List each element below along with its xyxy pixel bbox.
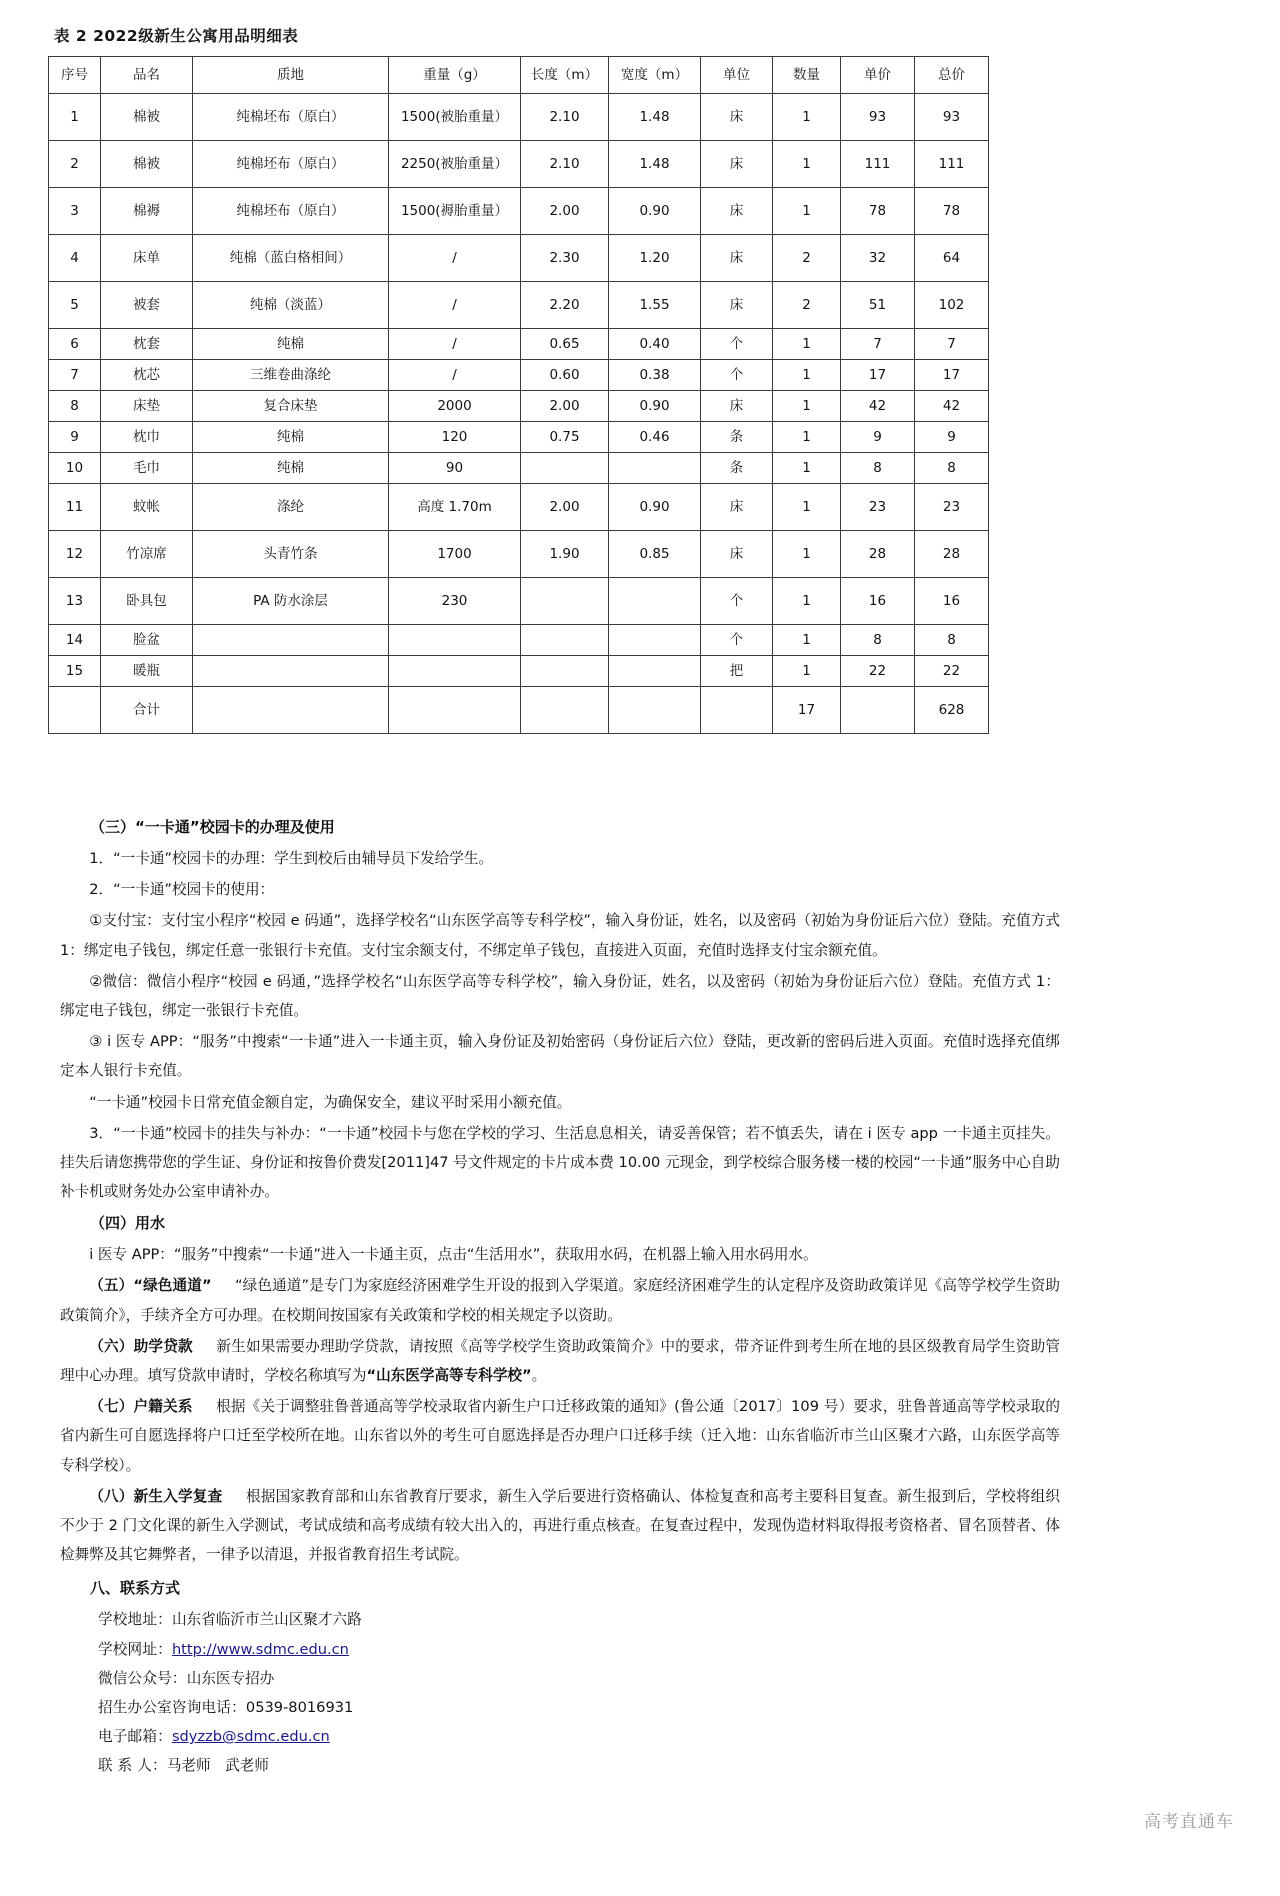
cell-name: 竹凉席 — [101, 531, 193, 578]
summary-cell-qty: 17 — [773, 687, 841, 734]
contact-address-value: 山东省临沂市兰山区聚才六路 — [171, 1611, 362, 1629]
summary-cell-weight — [389, 687, 521, 734]
table-caption: 表 2 2022级新生公寓用品明细表 — [54, 27, 299, 45]
cell-width: 1.48 — [609, 94, 701, 141]
section-7-paragraph — [60, 1392, 1060, 1480]
table-row — [49, 422, 989, 453]
contact-phone-value: 0539-8016931 — [245, 1698, 354, 1716]
cell-total: 42 — [915, 391, 989, 422]
cell-total: 28 — [915, 531, 989, 578]
cell-total: 22 — [915, 656, 989, 687]
summary-cell-material — [193, 687, 389, 734]
cell-name: 棉被 — [101, 141, 193, 188]
cell-name: 枕芯 — [101, 360, 193, 391]
cell-no: 15 — [49, 656, 101, 687]
cell-name: 被套 — [101, 282, 193, 329]
section-4-heading: （四）用水 — [90, 1214, 166, 1233]
cell-name: 卧具包 — [101, 578, 193, 625]
cell-price: 8 — [841, 625, 915, 656]
contact-person-value: 马老师 武老师 — [166, 1757, 269, 1775]
cell-qty: 1 — [773, 531, 841, 578]
section-8-heading: （八）新生入学复查 — [89, 1487, 223, 1505]
cell-length: 0.65 — [521, 329, 609, 360]
cell-no: 6 — [49, 329, 101, 360]
cell-length: 0.60 — [521, 360, 609, 391]
cell-length — [521, 453, 609, 484]
summary-cell-length — [521, 687, 609, 734]
cell-width: 0.38 — [609, 360, 701, 391]
summary-cell-unit — [701, 687, 773, 734]
contact-wechat — [60, 1664, 1060, 1693]
cell-unit: 条 — [701, 422, 773, 453]
contact-email-label: 电子邮箱： — [97, 1728, 172, 1746]
cell-price: 8 — [841, 453, 915, 484]
cell-width — [609, 656, 701, 687]
table-row — [49, 656, 989, 687]
cell-width — [609, 453, 701, 484]
cell-weight: 1500(被胎重量） — [389, 94, 521, 141]
cell-unit: 床 — [701, 188, 773, 235]
cell-qty: 1 — [773, 484, 841, 531]
header-total: 总价 — [915, 57, 989, 94]
cell-no: 13 — [49, 578, 101, 625]
cell-width: 1.55 — [609, 282, 701, 329]
cell-qty: 1 — [773, 94, 841, 141]
cell-width: 1.20 — [609, 235, 701, 282]
section-7-text: 根据《关于调整驻鲁普通高等学校录取省内新生户口迁移政策的通知》(鲁公通〔2017〕109 号）要求，驻鲁普通高等学校录取的省内新生可自愿选择将户口迁至学校所在地。山东省以外的考生可自愿选择是否办理户口迁移手续（迁入地：山东省临沂市兰山区聚才六路，山东医学高等专科学校）。 — [60, 1398, 1060, 1474]
contact-phone-label: 招生办公室咨询电话： — [97, 1698, 246, 1716]
cell-total: 7 — [915, 329, 989, 360]
cell-length: 2.20 — [521, 282, 609, 329]
cell-total: 93 — [915, 94, 989, 141]
table-row — [49, 625, 989, 656]
cell-no: 7 — [49, 360, 101, 391]
section-7-heading: （七）户籍关系 — [89, 1398, 193, 1416]
cell-length: 2.30 — [521, 235, 609, 282]
cell-unit: 床 — [701, 531, 773, 578]
header-unit: 单位 — [701, 57, 773, 94]
cell-weight — [389, 656, 521, 687]
cell-unit: 把 — [701, 656, 773, 687]
cell-no: 5 — [49, 282, 101, 329]
cell-name: 枕巾 — [101, 422, 193, 453]
cell-no: 14 — [49, 625, 101, 656]
cell-name: 脸盆 — [101, 625, 193, 656]
cell-length — [521, 656, 609, 687]
cell-material: 纯棉坯布（原白） — [193, 94, 389, 141]
cell-qty: 1 — [773, 360, 841, 391]
cell-price: 51 — [841, 282, 915, 329]
cell-no: 9 — [49, 422, 101, 453]
cell-price: 28 — [841, 531, 915, 578]
cell-name: 暖瓶 — [101, 656, 193, 687]
cell-width: 0.90 — [609, 188, 701, 235]
cell-unit: 床 — [701, 282, 773, 329]
cell-unit: 个 — [701, 625, 773, 656]
cell-name: 蚊帐 — [101, 484, 193, 531]
section-3-item-3: 3．“一卡通”校园卡的挂失与补办：“一卡通”校园卡与您在学校的学习、生活息息相关，请妥善保管；若不慎丢失，请在 i 医专 app 一卡通主页挂失。挂失后请您携带您的学生证、身份证和按鲁价费发[2011]47 号文件规定的卡片成本费 10.00 元现金，到学校综合服务楼一楼的校园“一卡通”服务中心自助补卡机或财务处办公室申请补办。 — [60, 1124, 1060, 1201]
section-6-paragraph — [60, 1332, 1060, 1390]
cell-total: 102 — [915, 282, 989, 329]
cell-length — [521, 578, 609, 625]
cell-total: 17 — [915, 360, 989, 391]
section-3-app: ③ i 医专 APP：“服务”中搜索“一卡通”进入一卡通主页，输入身份证及初始密码（身份证后六位）登陆，更改新的密码后进入页面。充值时选择充值绑定本人银行卡充值。 — [60, 1033, 1060, 1080]
cell-qty: 1 — [773, 188, 841, 235]
cell-length: 2.10 — [521, 94, 609, 141]
cell-total: 78 — [915, 188, 989, 235]
cell-qty: 1 — [773, 656, 841, 687]
section-6-school-name: “山东医学高等专科学校” — [366, 1367, 532, 1384]
cell-name: 床单 — [101, 235, 193, 282]
cell-length: 1.90 — [521, 531, 609, 578]
cell-weight: 230 — [389, 578, 521, 625]
cell-no: 8 — [49, 391, 101, 422]
cell-price: 9 — [841, 422, 915, 453]
cell-no: 2 — [49, 141, 101, 188]
cell-unit: 床 — [701, 484, 773, 531]
table-row — [49, 235, 989, 282]
summary-cell-no — [49, 687, 101, 734]
cell-name: 床垫 — [101, 391, 193, 422]
section-5-paragraph — [60, 1271, 1060, 1329]
dormitory-goods-table — [48, 56, 989, 734]
cell-width — [609, 578, 701, 625]
table-row — [49, 141, 989, 188]
cell-length: 2.00 — [521, 484, 609, 531]
watermark: 高考直通车 — [1144, 1812, 1234, 1832]
cell-total: 9 — [915, 422, 989, 453]
header-name: 品名 — [101, 57, 193, 94]
cell-total: 64 — [915, 235, 989, 282]
cell-material — [193, 625, 389, 656]
contact-website — [60, 1635, 1060, 1664]
cell-weight: 2000 — [389, 391, 521, 422]
table-row — [49, 484, 989, 531]
header-material: 质地 — [193, 57, 389, 94]
cell-name: 毛巾 — [101, 453, 193, 484]
cell-weight: 120 — [389, 422, 521, 453]
table-row — [49, 188, 989, 235]
table-row — [49, 360, 989, 391]
cell-width: 0.85 — [609, 531, 701, 578]
contact-address-label: 学校地址： — [97, 1611, 172, 1629]
cell-material: 纯棉（蓝白格相间） — [193, 235, 389, 282]
section-3-alipay: ①支付宝：支付宝小程序“校园 e 码通”，选择学校名“山东医学高等专科学校”，输入身份证，姓名，以及密码（初始为身份证后六位）登陆。充值方式 1：绑定电子钱包，绑定任意一张银行卡充值。支付宝余额支付，不绑定单子钱包，直接进入页面，充值时选择支付宝余额充值。 — [60, 912, 1060, 959]
cell-price: 16 — [841, 578, 915, 625]
section-8-text: 根据国家教育部和山东省教育厅要求，新生入学后要进行资格确认、体检复查和高考主要科目复查。新生报到后，学校将组织不少于 2 门文化课的新生入学测试，考试成绩和高考成绩有较大出入的，再进行重点核查。在复查过程中，发现伪造材料取得报考资格者、冒名顶替者、体检舞弊及其它舞弊者，一律予以清退，并报省教育招生考试院。 — [60, 1487, 1060, 1564]
section-3-wechat: ②微信：微信小程序“校园 e 码通，”选择学校名“山东医学高等专科学校”，输入身份证，姓名，以及密码（初始为身份证后六位）登陆。充值方式 1：绑定电子钱包，绑定一张银行卡充值。 — [60, 972, 1060, 1019]
cell-material: 纯棉坯布（原白） — [193, 188, 389, 235]
cell-name: 棉褥 — [101, 188, 193, 235]
section-6-tail: 。 — [531, 1367, 547, 1384]
cell-unit: 个 — [701, 329, 773, 360]
cell-qty: 1 — [773, 578, 841, 625]
cell-weight: 1700 — [389, 531, 521, 578]
contact-person — [60, 1751, 1060, 1780]
header-qty: 数量 — [773, 57, 841, 94]
cell-unit: 个 — [701, 360, 773, 391]
summary-cell-name: 合计 — [101, 687, 193, 734]
cell-qty: 1 — [773, 391, 841, 422]
cell-weight: 1500(褥胎重量） — [389, 188, 521, 235]
cell-total: 111 — [915, 141, 989, 188]
cell-material: 纯棉 — [193, 329, 389, 360]
cell-weight: / — [389, 282, 521, 329]
cell-qty: 1 — [773, 329, 841, 360]
section-6-text: 新生如果需要办理助学贷款，请按照《高等学校学生资助政策简介》中的要求，带齐证件到考生所在地的县区级教育局学生资助管理中心办理。填写贷款申请时，学校名称填写为 — [60, 1337, 1060, 1384]
cell-price: 111 — [841, 141, 915, 188]
table-row — [49, 94, 989, 141]
section-6-heading: （六）助学贷款 — [89, 1337, 193, 1355]
cell-price: 42 — [841, 391, 915, 422]
cell-weight: 高度 1.70m — [389, 484, 521, 531]
cell-weight: / — [389, 329, 521, 360]
cell-material — [193, 656, 389, 687]
cell-no: 10 — [49, 453, 101, 484]
cell-width: 0.90 — [609, 391, 701, 422]
contact-wechat-value: 山东医专招办 — [186, 1669, 275, 1687]
cell-qty: 2 — [773, 282, 841, 329]
header-width: 宽度（m） — [609, 57, 701, 94]
cell-price: 23 — [841, 484, 915, 531]
cell-weight: 2250(被胎重量） — [389, 141, 521, 188]
cell-width: 0.40 — [609, 329, 701, 360]
contact-website-label: 学校网址： — [97, 1640, 172, 1658]
cell-material: 头青竹条 — [193, 531, 389, 578]
cell-qty: 1 — [773, 422, 841, 453]
section-4-text: i 医专 APP：“服务”中搜索“一卡通”进入一卡通主页，点击“生活用水”，获取用水码，在机器上输入用水码用水。 — [89, 1246, 818, 1264]
cell-length — [521, 625, 609, 656]
cell-price: 32 — [841, 235, 915, 282]
cell-no: 12 — [49, 531, 101, 578]
cell-width: 0.46 — [609, 422, 701, 453]
contact-person-label: 联 系 人： — [97, 1757, 167, 1775]
cell-qty: 1 — [773, 453, 841, 484]
cell-price: 93 — [841, 94, 915, 141]
summary-cell-total: 628 — [915, 687, 989, 734]
cell-no: 3 — [49, 188, 101, 235]
summary-cell-width — [609, 687, 701, 734]
cell-width: 0.90 — [609, 484, 701, 531]
cell-material: 复合床垫 — [193, 391, 389, 422]
section-3-item-1: 1．“一卡通”校园卡的办理：学生到校后由辅导员下发给学生。 — [89, 850, 494, 867]
section-5-text: “绿色通道”是专门为家庭经济困难学生开设的报到入学渠道。家庭经济困难学生的认定程序及资助政策详见《高等学校学生资助政策简介》，手续齐全方可办理。在校期间按国家有关政策和学校的相关规定予以资助。 — [60, 1277, 1060, 1324]
cell-length: 2.00 — [521, 391, 609, 422]
cell-width: 1.48 — [609, 141, 701, 188]
cell-no: 11 — [49, 484, 101, 531]
cell-total: 23 — [915, 484, 989, 531]
cell-material: 纯棉（淡蓝） — [193, 282, 389, 329]
section-3-heading: （三）“一卡通”校园卡的办理及使用 — [90, 818, 335, 836]
cell-total: 16 — [915, 578, 989, 625]
contact-phone — [60, 1693, 1060, 1722]
cell-name: 枕套 — [101, 329, 193, 360]
cell-qty: 2 — [773, 235, 841, 282]
cell-unit: 床 — [701, 141, 773, 188]
cell-width — [609, 625, 701, 656]
cell-total: 8 — [915, 453, 989, 484]
section-3-note: “一卡通”校园卡日常充值金额自定，为确保安全，建议平时采用小额充值。 — [89, 1093, 572, 1111]
cell-unit: 床 — [701, 235, 773, 282]
table-row — [49, 531, 989, 578]
cell-no: 4 — [49, 235, 101, 282]
cell-weight: / — [389, 360, 521, 391]
cell-unit: 床 — [701, 94, 773, 141]
cell-price: 17 — [841, 360, 915, 391]
summary-cell-price — [841, 687, 915, 734]
cell-material: 纯棉坯布（原白） — [193, 141, 389, 188]
cell-weight — [389, 625, 521, 656]
cell-weight: 90 — [389, 453, 521, 484]
cell-unit: 个 — [701, 578, 773, 625]
cell-length: 2.10 — [521, 141, 609, 188]
cell-material: 纯棉 — [193, 422, 389, 453]
header-price: 单价 — [841, 57, 915, 94]
contact-address — [60, 1605, 1060, 1634]
cell-total: 8 — [915, 625, 989, 656]
cell-price: 22 — [841, 656, 915, 687]
cell-unit: 条 — [701, 453, 773, 484]
cell-price: 7 — [841, 329, 915, 360]
table-row — [49, 282, 989, 329]
cell-weight: / — [389, 235, 521, 282]
cell-qty: 1 — [773, 141, 841, 188]
table-row — [49, 578, 989, 625]
table-header-row — [49, 57, 989, 94]
header-weight: 重量（g） — [389, 57, 521, 94]
header-length: 长度（m） — [521, 57, 609, 94]
cell-material: 三维卷曲涤纶 — [193, 360, 389, 391]
cell-unit: 床 — [701, 391, 773, 422]
contact-website-link[interactable]: http://www.sdmc.edu.cn — [171, 1640, 349, 1658]
section-8-paragraph — [60, 1482, 1060, 1570]
cell-length: 2.00 — [521, 188, 609, 235]
table-row — [49, 391, 989, 422]
section-5-heading: （五）“绿色通道” — [89, 1277, 212, 1295]
table-summary-row — [49, 687, 989, 734]
contact-email-link[interactable]: sdyzzb@sdmc.edu.cn — [171, 1728, 330, 1746]
header-no: 序号 — [49, 57, 101, 94]
cell-length: 0.75 — [521, 422, 609, 453]
contact-heading: 八、联系方式 — [90, 1579, 181, 1598]
cell-qty: 1 — [773, 625, 841, 656]
cell-name: 棉被 — [101, 94, 193, 141]
table-row — [49, 453, 989, 484]
document-body — [60, 812, 1060, 1780]
cell-material: PA 防水涂层 — [193, 578, 389, 625]
cell-no: 1 — [49, 94, 101, 141]
cell-material: 涤纶 — [193, 484, 389, 531]
cell-price: 78 — [841, 188, 915, 235]
table-row — [49, 329, 989, 360]
contact-email — [60, 1722, 1060, 1751]
contact-wechat-label: 微信公众号： — [97, 1669, 187, 1687]
cell-material: 纯棉 — [193, 453, 389, 484]
section-3-item-2: 2．“一卡通”校园卡的使用： — [89, 881, 275, 899]
